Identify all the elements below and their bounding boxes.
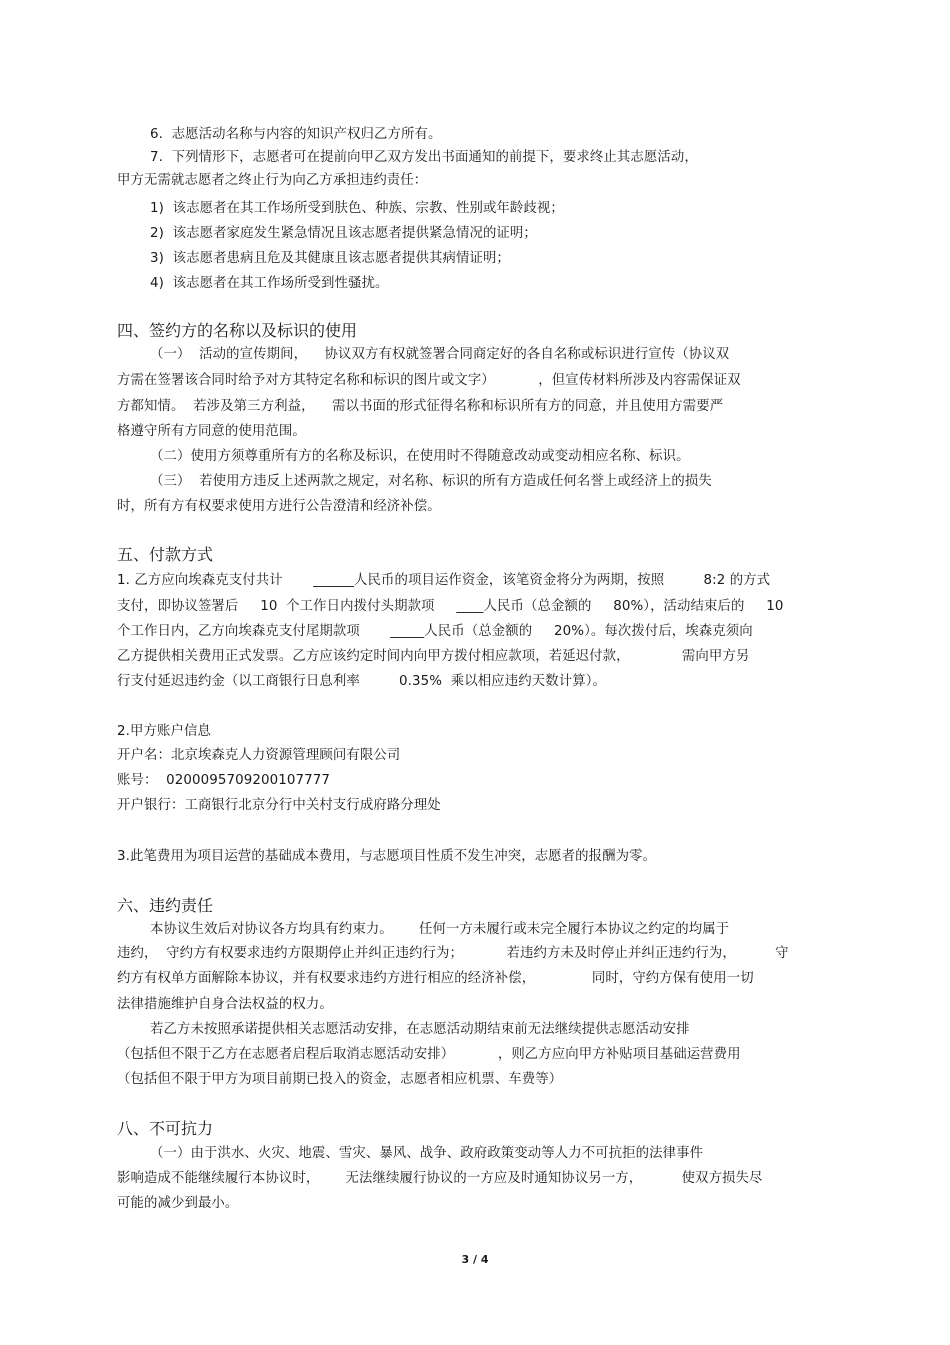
section-4-line: 方都知情。 若涉及第三方利益， 需以书面的形式征得名称和标识所有方的同意，并且使用方需要严 xyxy=(117,399,724,414)
clause-7-item-4: 4) 该志愿者在其工作场所受到性骚扰。 xyxy=(150,276,389,291)
section-4-heading: 四、签约方的名称以及标识的使用 xyxy=(117,321,358,340)
clause-7-item-1: 1) 该志愿者在其工作场所受到肤色、种族、宗教、性别或年龄歧视； xyxy=(150,201,564,216)
account-number: 账号： 0200095709200107777 xyxy=(117,773,330,788)
section-6-line: 本协议生效后对协议各方均具有约束力。 任何一方未履行或未完全履行本协议之约定的均属于 xyxy=(150,922,730,937)
fee-note: 3.此笔费用为项目运营的基础成本费用，与志愿项目性质不发生冲突，志愿者的报酬为零。 xyxy=(117,849,657,864)
section-5-line: 个工作日内，乙方向埃森克支付尾期款项 _____人民币（总金额的 20%）。每次拨付后，埃森克须向 xyxy=(117,624,753,639)
section-5-line: 乙方提供相关费用正式发票。乙方应该约定时间内向甲方拨付相应款项，若延迟付款， 需向甲方另 xyxy=(117,649,750,664)
account-bank: 开户银行：工商银行北京分行中关村支行成府路分理处 xyxy=(117,798,441,813)
section-6-line: 约方有权单方面解除本协议，并有权要求违约方进行相应的经济补偿， 同时，守约方保有使用一切 xyxy=(117,971,754,986)
section-4-line: 时，所有方有权要求使用方进行公告澄清和经济补偿。 xyxy=(117,499,441,514)
section-6-heading: 六、违约责任 xyxy=(117,896,214,915)
section-6-line: 法律措施维护自身合法权益的权力。 xyxy=(117,997,333,1012)
section-4-line: （三） 若使用方违反上述两款之规定，对名称、标识的所有方造成任何名誉上或经济上的损失 xyxy=(150,474,712,489)
section-6-line: （包括但不限于乙方在志愿者启程后取消志愿活动安排） ，则乙方应向甲方补贴项目基础运营费用 xyxy=(117,1047,741,1062)
section-8-line: 可能的减少到最小。 xyxy=(117,1196,239,1211)
clause-7: 7. 下列情形下，志愿者可在提前向甲乙双方发出书面通知的前提下，要求终止其志愿活动， xyxy=(150,150,698,165)
section-8-line: 影响造成不能继续履行本协议时， 无法继续履行协议的一方应及时通知协议另一方， 使双方损失尽 xyxy=(117,1171,763,1186)
page-number: 3 / 4 xyxy=(461,1253,489,1266)
section-5-line: 1. 乙方应向埃森克支付共计 ______人民币的项目运作资金，该笔资金将分为两期，按照 8:2 的方式 xyxy=(117,573,771,588)
section-4-line: 格遵守所有方同意的使用范围。 xyxy=(117,424,306,439)
section-4-line: （一） 活动的宣传期间， 协议双方有权就签署合同商定好的各自名称或标识进行宣传（协议双 xyxy=(150,347,730,362)
section-8-heading: 八、不可抗力 xyxy=(117,1119,214,1138)
section-5-line: 行支付延迟违约金（以工商银行日息利率 0.35% 乘以相应违约天数计算）。 xyxy=(117,674,606,689)
clause-7-item-2: 2) 该志愿者家庭发生紧急情况且该志愿者提供紧急情况的证明； xyxy=(150,226,537,241)
account-name: 开户名：北京埃森克人力资源管理顾问有限公司 xyxy=(117,748,401,763)
section-8-line: （一）由于洪水、火灾、地震、雪灾、暴风、战争、政府政策变动等人力不可抗拒的法律事件 xyxy=(150,1146,704,1161)
clause-6: 6. 志愿活动名称与内容的知识产权归乙方所有。 xyxy=(150,127,442,142)
clause-7-cont: 甲方无需就志愿者之终止行为向乙方承担违约责任： xyxy=(117,173,428,188)
section-4-line: （二）使用方须尊重所有方的名称及标识，在使用时不得随意改动或变动相应名称、标识。 xyxy=(150,449,690,464)
section-6-line: 违约， 守约方有权要求违约方限期停止并纠正违约行为； 若违约方未及时停止并纠正违约行为， 守 xyxy=(117,946,789,961)
account-info-title: 2.甲方账户信息 xyxy=(117,724,211,739)
section-6-line: 若乙方未按照承诺提供相关志愿活动安排，在志愿活动期结束前无法继续提供志愿活动安排 xyxy=(150,1022,690,1037)
section-4-line: 方需在签署该合同时给予对方其特定名称和标识的图片或文字） ，但宣传材料所涉及内容需保证双 xyxy=(117,373,741,388)
section-5-heading: 五、付款方式 xyxy=(117,545,214,564)
section-5-line: 支付，即协议签署后 10 个工作日内拨付头期款项 ____人民币（总金额的 80%），活动结束后的 10 xyxy=(117,599,784,614)
section-6-line: （包括但不限于甲方为项目前期已投入的资金，志愿者相应机票、车费等） xyxy=(117,1072,563,1087)
clause-7-item-3: 3) 该志愿者患病且危及其健康且该志愿者提供其病情证明； xyxy=(150,251,510,266)
